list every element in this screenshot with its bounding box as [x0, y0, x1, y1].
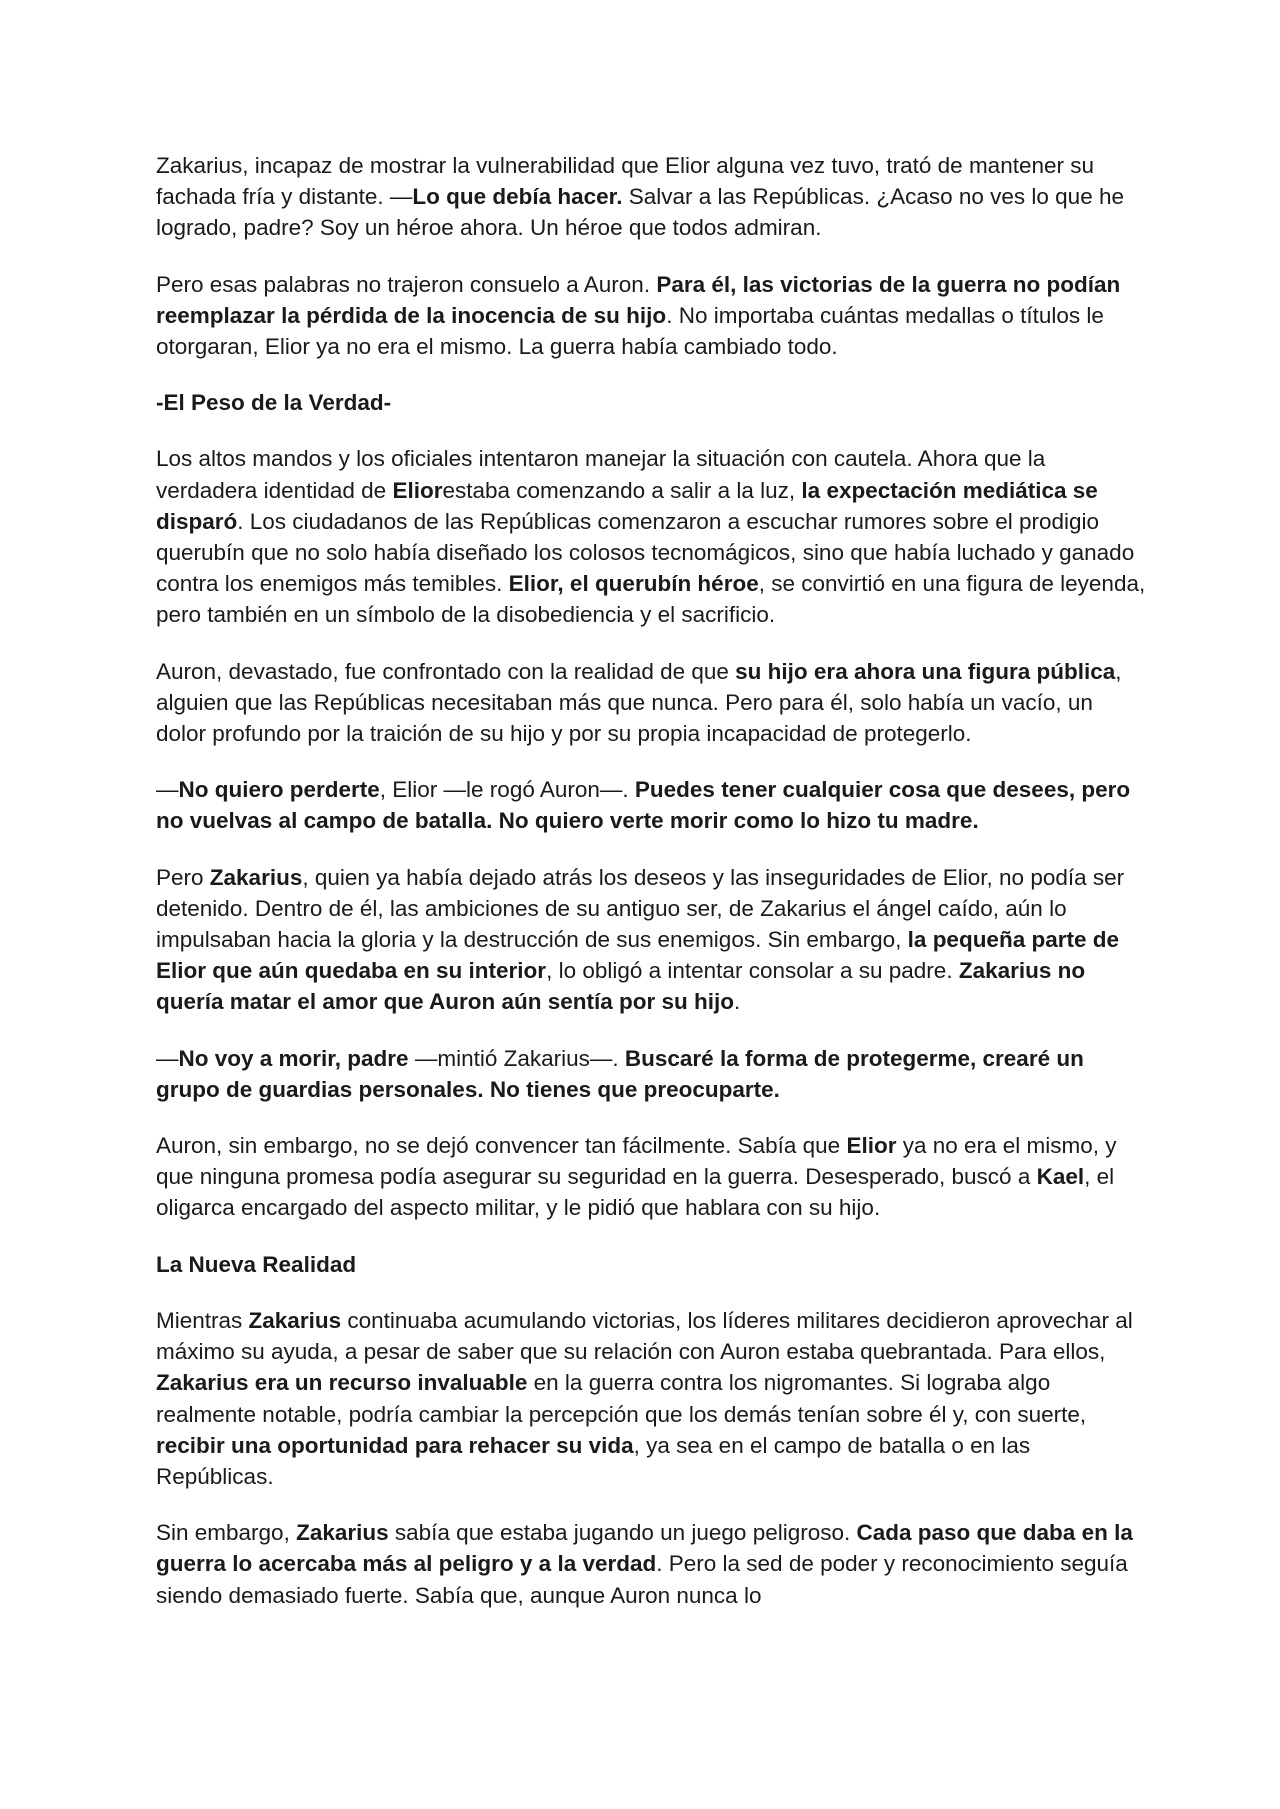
body-paragraph: [156, 1517, 1146, 1611]
text-run: , alguien que las Repúblicas necesitaban más que nunca. Pero para él, solo había un vacío, un dolor profundo por la traición de su hijo y por su propia incapacidad de protegerlo.: [156, 658, 1122, 747]
text-run: —: [156, 1045, 179, 1071]
text-run: , ya sea en el campo de batalla o en las Repúblicas.: [156, 1432, 1031, 1489]
section-heading: [156, 387, 1146, 418]
document-page: [156, 150, 1146, 1636]
text-run: en la guerra contra los nigromantes. Si lograba algo realmente notable, podría cambiar la percepción que los demás tenían sobre él y, con suerte,: [156, 1370, 1087, 1427]
body-paragraph: [156, 1043, 1146, 1105]
text-run: —: [156, 777, 179, 803]
bold-text: Cada paso que daba en la guerra lo acercaba más al peligro y a la verdad: [156, 1520, 1133, 1577]
text-run: Zakarius, incapaz de mostrar la vulnerabilidad que Elior alguna vez tuvo, trató de mantener su fachada fría y distante. —: [156, 153, 1095, 210]
text-run: Pero: [156, 864, 210, 890]
text-run: , el oligarca encargado del aspecto militar, y le pidió que hablara con su hijo.: [156, 1164, 1115, 1221]
text-run: Salvar a las Repúblicas. ¿Acaso no ves lo que he logrado, padre? Soy un héroe ahora. Un héroe que todos admiran.: [156, 184, 1124, 241]
bold-text: Zakarius era un recurso invaluable: [156, 1370, 528, 1396]
bold-text: Zakarius no quería matar el amor que Auron aún sentía por su hijo: [156, 958, 1086, 1015]
body-paragraph: [156, 656, 1146, 750]
bold-text: -El Peso de la Verdad-: [156, 390, 392, 416]
bold-text: Buscaré la forma de protegerme, crearé un grupo de guardias personales. No tienes que preocuparte.: [156, 1045, 1084, 1102]
bold-text: No voy a morir, padre: [178, 1045, 409, 1071]
text-run: —mintió Zakarius—.: [408, 1045, 625, 1071]
bold-text: la pequeña parte de Elior que aún quedaba en su interior: [156, 927, 1119, 984]
text-run: Auron, sin embargo, no se dejó convencer tan fácilmente. Sabía que: [156, 1133, 847, 1159]
bold-text: la expectación mediática se disparó: [156, 477, 1098, 534]
body-paragraph: [156, 150, 1146, 244]
text-run: . No importaba cuántas medallas o títulos le otorgaran, Elior ya no era el mismo. La guerra había cambiado todo.: [156, 302, 1104, 360]
body-paragraph: [156, 774, 1146, 836]
text-run: sabía que estaba jugando un juego peligroso.: [388, 1520, 857, 1546]
bold-text: Elior, el querubín héroe: [508, 571, 759, 597]
bold-text: su hijo era ahora una figura pública: [735, 658, 1116, 684]
section-heading: [156, 1249, 1146, 1280]
text-run: Sin embargo,: [156, 1520, 297, 1546]
bold-text: Para él, las victorias de la guerra no podían reemplazar la pérdida de la inocencia de su hijo: [156, 271, 1121, 328]
bold-text: Zakarius: [209, 864, 303, 890]
bold-text: Elior: [392, 477, 443, 503]
bold-text: La Nueva Realidad: [156, 1251, 357, 1277]
body-paragraph: [156, 862, 1146, 1018]
text-run: ya no era el mismo, y que ninguna promesa podía asegurar su seguridad en la guerra. Desesperado, buscó a: [156, 1133, 1117, 1190]
text-run: Mientras: [156, 1307, 249, 1333]
text-run: , Elior —le rogó Auron—.: [379, 777, 635, 803]
bold-text: Elior: [846, 1133, 897, 1159]
text-run: continuaba acumulando victorias, los líderes militares decidieron aprovechar al máximo su ayuda, a pesar de saber que su relación con Auron estaba quebrantada. Para ellos,: [156, 1307, 1133, 1365]
body-paragraph: [156, 443, 1146, 630]
bold-text: Kael: [1036, 1164, 1085, 1190]
text-run: Los altos mandos y los oficiales intentaron manejar la situación con cautela. Ahora que la verdadera identidad de: [156, 446, 1046, 503]
bold-text: Zakarius: [296, 1520, 389, 1546]
body-paragraph: [156, 1130, 1146, 1224]
bold-text: Puedes tener cualquier cosa que desees, pero no vuelvas al campo de batalla. No quiero verte morir como lo hizo tu madre.: [156, 777, 1131, 834]
bold-text: No quiero perderte: [178, 777, 380, 803]
text-run: , quien ya había dejado atrás los deseos y las inseguridades de Elior, no podía ser detenido. Dentro de él, las ambiciones de su antiguo ser, de Zakarius el ángel caído, aún lo impulsaban hacia la gloria y la destrucción de sus enemigos. Sin embargo,: [156, 864, 1125, 953]
text-run: Pero esas palabras no trajeron consuelo a Auron.: [156, 271, 657, 297]
body-paragraph: [156, 1305, 1146, 1492]
text-run: . Los ciudadanos de las Repúblicas comenzaron a escuchar rumores sobre el prodigio querubín que no solo había diseñado los colosos tecnomágicos, sino que había luchado y ganado contra los enemigos más temibles.: [156, 508, 1135, 597]
text-run: , lo obligó a intentar consolar a su padre.: [546, 958, 959, 984]
text-run: . Pero la sed de poder y reconocimiento seguía siendo demasiado fuerte. Sabía que, aunque Auron nunca lo: [156, 1551, 1128, 1608]
text-run: , se convirtió en una figura de leyenda, pero también en un símbolo de la disobediencia y el sacrificio.: [156, 571, 1146, 628]
bold-text: Zakarius: [248, 1307, 342, 1333]
text-run: estaba comenzando a salir a la luz,: [442, 477, 802, 503]
text-run: .: [734, 989, 741, 1015]
bold-text: Lo que debía hacer.: [412, 184, 623, 210]
body-paragraph: [156, 269, 1146, 363]
text-run: Auron, devastado, fue confrontado con la realidad de que: [156, 658, 736, 684]
bold-text: recibir una oportunidad para rehacer su vida: [156, 1432, 634, 1458]
